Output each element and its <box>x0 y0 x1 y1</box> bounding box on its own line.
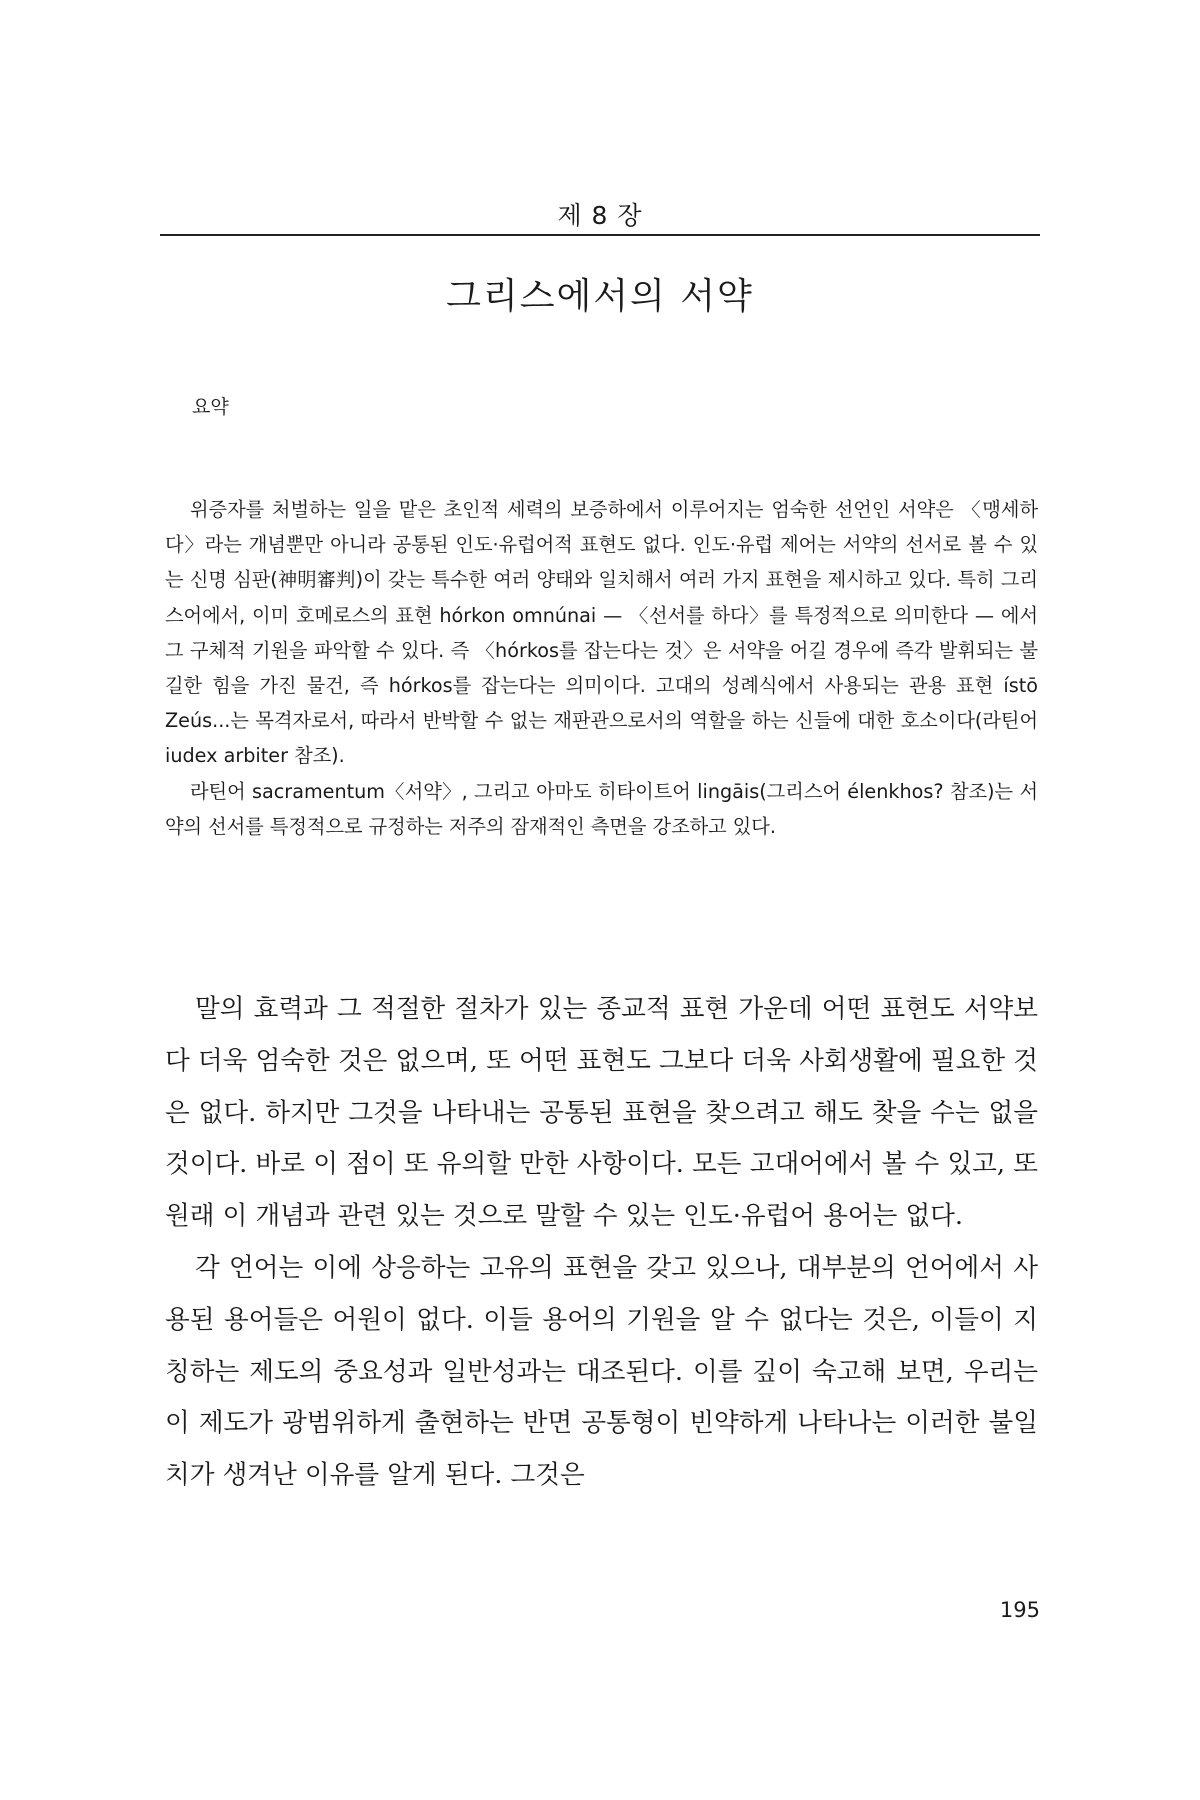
body-paragraph: 각 언어는 이에 상응하는 고유의 표현을 갖고 있으나, 대부분의 언어에서 사용된 용어들은 어원이 없다. 이들 용어의 기원을 알 수 없다는 것은, 이들이 지칭하는 제도의 중요성과 일반성과는 대조된다. 이를 깊이 숙고해 보면, 우리는 이 제도가 광범위하게 출현하는 반면 공통형이 빈약하게 나타나는 이러한 불일치가 생겨난 이유를 알게 된다. 그것은 <box>165 1252 1038 1491</box>
summary-paragraph: 라틴어 sacramentum〈서약〉, 그리고 아마도 히타이트어 lingāis(그리스어 élenkhos? 참조)는 서약의 선서를 특정적으로 규정하는 저주의 잠재적인 측면을 강조하고 있다. <box>165 779 1038 838</box>
chapter-number: 제 8 장 <box>557 201 643 230</box>
summary-heading: 요약 <box>192 396 229 418</box>
body-text <box>165 984 1038 1502</box>
summary-paragraph: 위증자를 처벌하는 일을 맡은 초인적 세력의 보증하에서 이루어지는 엄숙한 선언인 서약은 〈맹세하다〉라는 개념뿐만 아니라 공통된 인도·유럽어적 표현도 없다. 인도·유럽 제어는 서약의 선서로 볼 수 있는 신명 심판(神明審判)이 갖는 특수한 여러 양태와 일치해서 여러 가지 표현을 제시하고 있다. 특히 그리스어에서, 이미 호메로스의 표현 hórkon omnúnai — 〈선서를 하다〉를 특정적으로 의미한다 — 에서 그 구체적 기원을 파악할 수 있다. 즉 〈hórkos를 잡는다는 것〉은 서약을 어길 경우에 즉각 발휘되는 불길한 힘을 가진 물건, 즉 hórkos를 잡는다는 의미이다. 고대의 성례식에서 사용되는 관용 표현 ístō Zeús...는 목격자로서, 따라서 반박할 수 없는 재판관으로서의 역할을 하는 신들에 대한 호소이다(라틴어 iudex arbiter 참조). <box>165 498 1038 768</box>
page-number: 195 <box>999 1598 1040 1622</box>
summary-section <box>165 492 1038 844</box>
body-paragraph: 말의 효력과 그 적절한 절차가 있는 종교적 표현 가운데 어떤 표현도 서약보다 더욱 엄숙한 것은 없으며, 또 어떤 표현도 그보다 더욱 사회생활에 필요한 것은 없다. 하지만 그것을 나타내는 공통된 표현을 찾으려고 해도 찾을 수는 없을 것이다. 바로 이 점이 또 유의할 만한 사항이다. 모든 고대어에서 볼 수 있고, 또 원래 이 개념과 관련 있는 것으로 말할 수 있는 인도·유럽어 용어는 없다. <box>165 994 1038 1232</box>
chapter-rule <box>160 234 1040 236</box>
chapter-title: 그리스에서의 서약 <box>446 276 754 318</box>
